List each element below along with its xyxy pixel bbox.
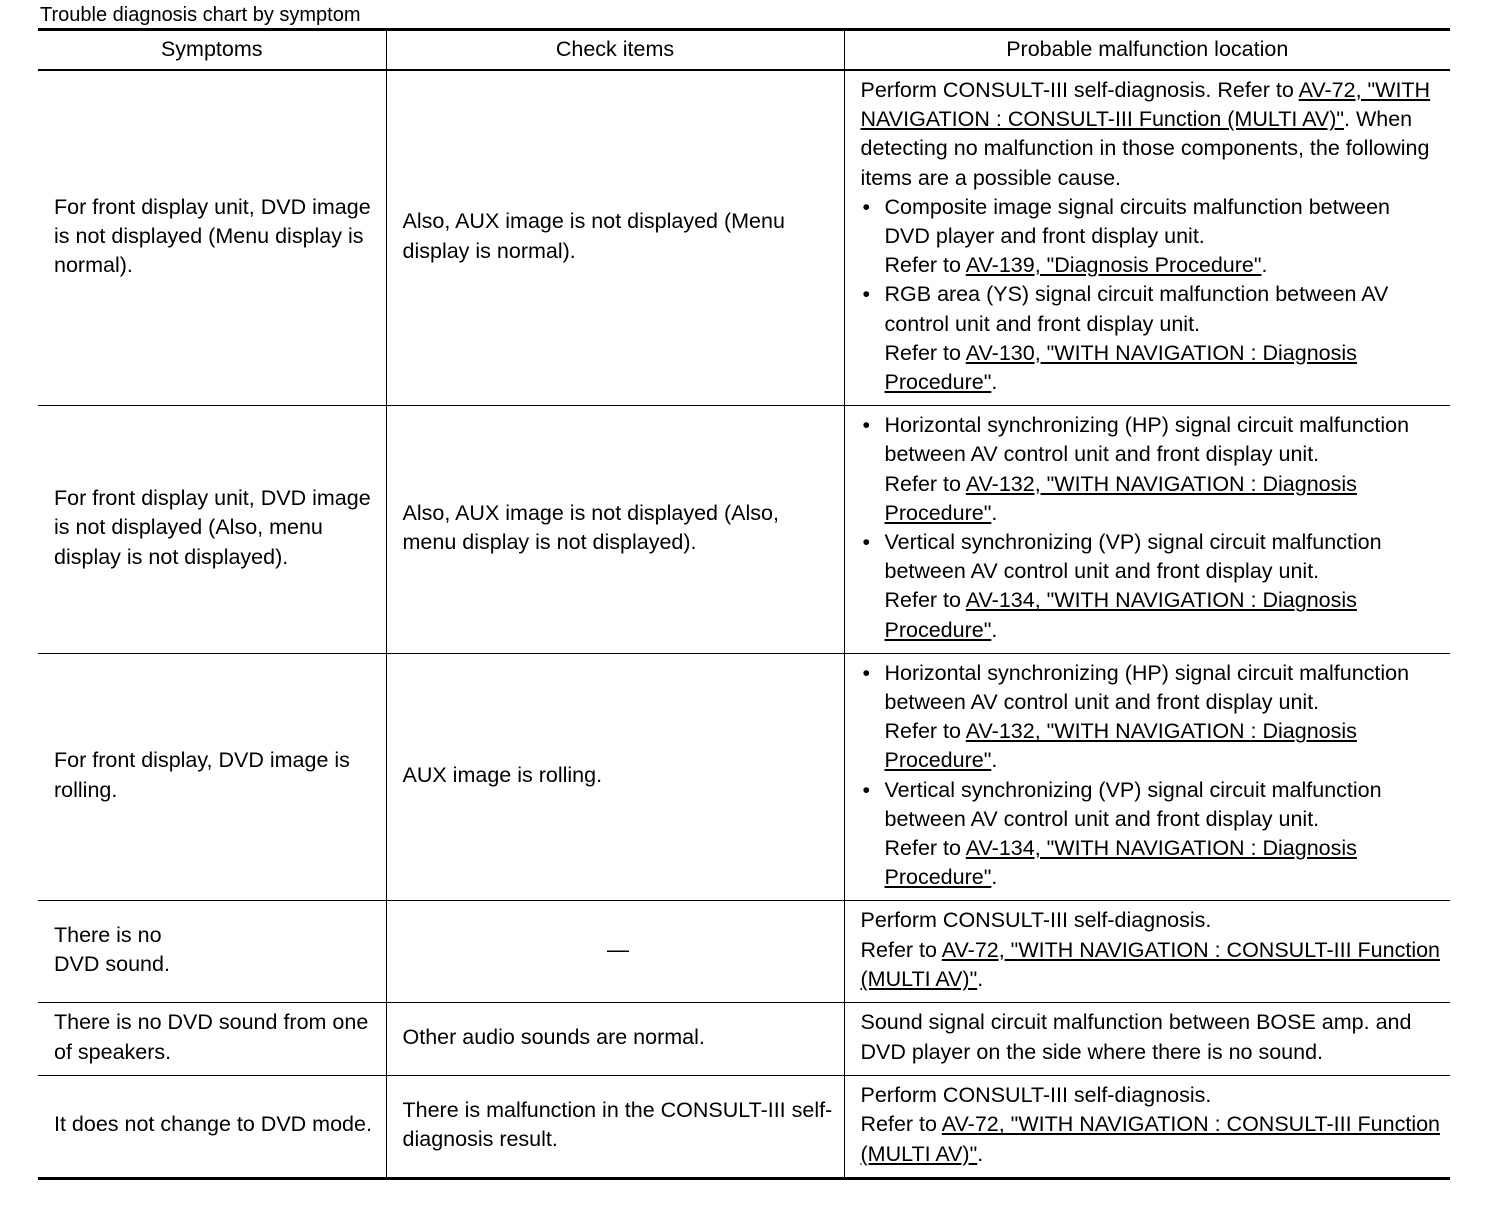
check-item-cell: There is malfunction in the CONSULT-III self-diagnosis result.: [386, 1076, 844, 1179]
reference-link[interactable]: AV-72, "WITH NAVIGATION : CONSULT-III Function (MULTI AV)": [860, 1112, 1441, 1166]
header-symptoms: Symptoms: [38, 30, 386, 71]
list-item: • Vertical synchronizing (VP) signal circuit malfunction between AV control unit and front display unit. Refer to AV-134, "WITH NAVIGATION : Diagnosis Procedure".: [861, 528, 1441, 645]
chart-title: Trouble diagnosis chart by symptom: [40, 4, 361, 26]
location-intro: Perform CONSULT-III self-diagnosis. Refer to AV-72, "WITH NAVIGATION : CONSULT-III Function (MULTI AV)". When detecting no malfunction in those components, the following items are a possible cause.: [860, 78, 1431, 190]
location-cell: [844, 70, 1450, 406]
reference-link[interactable]: AV-132, "WITH NAVIGATION : Diagnosis Procedure": [884, 471, 1357, 525]
reference-link[interactable]: AV-72, "WITH NAVIGATION : CONSULT-III Function (MULTI AV)": [860, 78, 1431, 132]
reference-link[interactable]: AV-134, "WITH NAVIGATION : Diagnosis Procedure": [884, 588, 1357, 642]
location-cell: Perform CONSULT-III self-diagnosis. Refer to AV-72, "WITH NAVIGATION : CONSULT-III Function (MULTI AV)".: [844, 901, 1450, 1003]
list-item: • RGB area (YS) signal circuit malfunction between AV control unit and front display unit. Refer to AV-130, "WITH NAVIGATION : Diagnosis Procedure".: [861, 280, 1441, 397]
check-item-cell: AUX image is rolling.: [386, 653, 844, 901]
cause-list: [861, 193, 1441, 397]
symptom-cell: For front display, DVD image is rolling.: [38, 653, 386, 901]
location-cell: [844, 653, 1450, 901]
reference-link[interactable]: AV-134, "WITH NAVIGATION : Diagnosis Procedure": [884, 836, 1357, 890]
check-item-cell: Other audio sounds are normal.: [386, 1003, 844, 1076]
empty-dash: —: [607, 937, 629, 963]
list-item: • Vertical synchronizing (VP) signal circuit malfunction between AV control unit and front display unit. Refer to AV-134, "WITH NAVIGATION : Diagnosis Procedure".: [861, 776, 1441, 893]
reference-link[interactable]: AV-132, "WITH NAVIGATION : Diagnosis Procedure": [884, 719, 1357, 773]
table-row: [38, 653, 1450, 901]
check-item-cell: Also, AUX image is not displayed (Menu display is normal).: [386, 70, 844, 406]
reference-link[interactable]: AV-72, "WITH NAVIGATION : CONSULT-III Function (MULTI AV)": [860, 937, 1441, 991]
location-cell: [844, 406, 1450, 654]
symptom-cell: There is no DVD sound from one of speakers.: [38, 1003, 386, 1076]
table-row: [38, 70, 1450, 406]
list-item: • Horizontal synchronizing (HP) signal circuit malfunction between AV control unit and front display unit. Refer to AV-132, "WITH NAVIGATION : Diagnosis Procedure".: [861, 659, 1441, 776]
location-cell: Perform CONSULT-III self-diagnosis. Refer to AV-72, "WITH NAVIGATION : CONSULT-III Function (MULTI AV)".: [844, 1076, 1450, 1179]
trouble-diagnosis-table: [38, 28, 1450, 1180]
list-item: • Horizontal synchronizing (HP) signal circuit malfunction between AV control unit and front display unit. Refer to AV-132, "WITH NAVIGATION : Diagnosis Procedure".: [861, 411, 1441, 528]
symptom-cell: It does not change to DVD mode.: [38, 1076, 386, 1179]
header-probable-location: Probable malfunction location: [844, 30, 1450, 71]
header-check-items: Check items: [386, 30, 844, 71]
reference-link[interactable]: AV-130, "WITH NAVIGATION : Diagnosis Procedure": [884, 340, 1357, 395]
check-item-cell: [386, 901, 844, 1003]
symptom-cell: There is no DVD sound.: [38, 901, 386, 1003]
location-cell: Sound signal circuit malfunction between BOSE amp. and DVD player on the side where there is no sound.: [844, 1003, 1450, 1076]
table-row: [38, 406, 1450, 654]
symptom-cell: For front display unit, DVD image is not displayed (Also, menu display is not displayed).: [38, 406, 386, 654]
reference-link[interactable]: AV-139, "Diagnosis Procedure": [965, 253, 1262, 278]
symptom-cell: For front display unit, DVD image is not displayed (Menu display is normal).: [38, 70, 386, 406]
check-item-cell: Also, AUX image is not displayed (Also, menu display is not displayed).: [386, 406, 844, 654]
header-row: [38, 30, 1450, 71]
table-row: [38, 901, 1450, 1003]
cause-list: [861, 411, 1441, 645]
table-row: [38, 1076, 1450, 1179]
list-item: • Composite image signal circuits malfunction between DVD player and front display unit. Refer to AV-139, "Diagnosis Procedure".: [861, 193, 1441, 281]
cause-list: [861, 659, 1441, 893]
table-row: [38, 1003, 1450, 1076]
